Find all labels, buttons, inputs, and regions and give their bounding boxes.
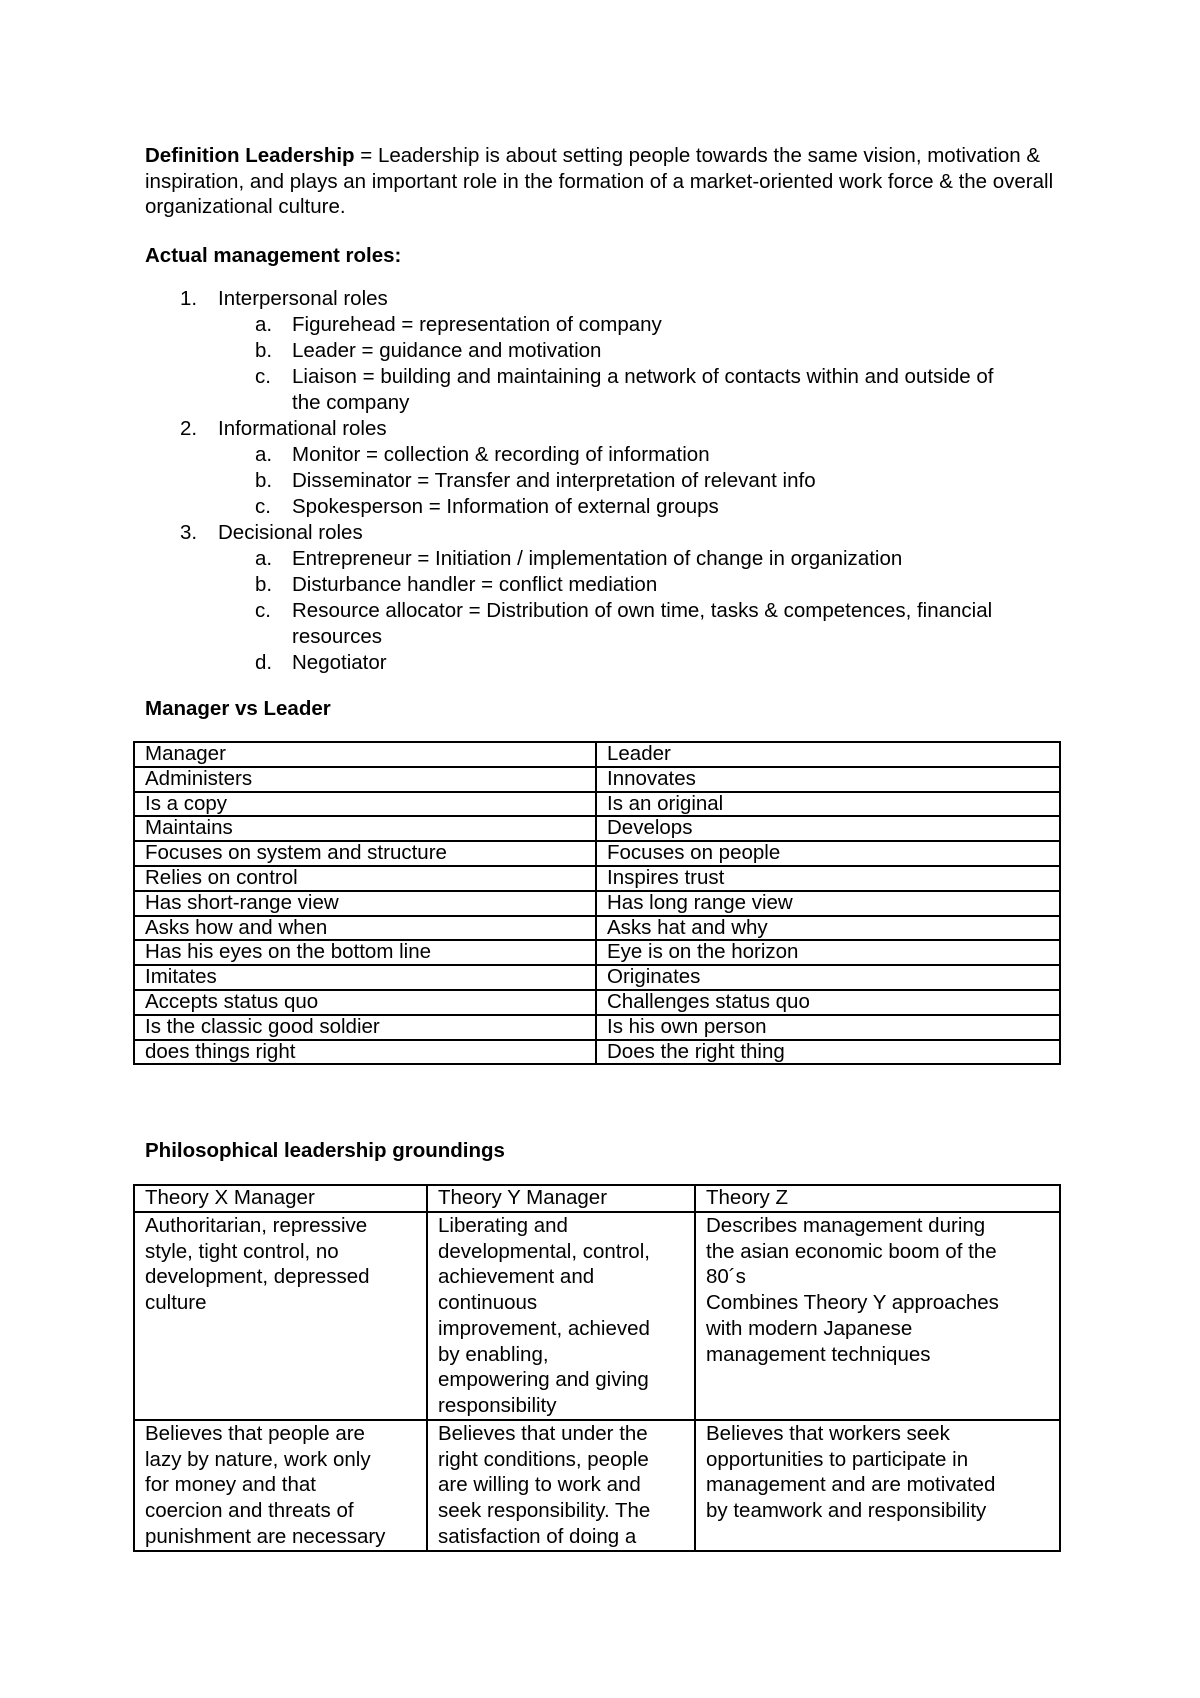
theory-cell: Describes management during the asian economic boom of the 80´s Combines Theory Y approaches with modern Japanese management techniques [695, 1212, 1060, 1420]
list-item: Interpersonal roles [218, 287, 388, 310]
list-letter: a. [255, 443, 273, 466]
list-subitem: Liaison = building and maintaining a network of contacts within and outside of [292, 365, 994, 388]
list-letter: b. [255, 339, 273, 362]
leader-cell: Eye is on the horizon [596, 940, 1060, 965]
list-letter: c. [255, 495, 271, 518]
manager-cell: Has his eyes on the bottom line [134, 940, 596, 965]
manager-cell: Has short-range view [134, 891, 596, 916]
leader-cell: Innovates [596, 767, 1060, 792]
leader-cell: Is an original [596, 792, 1060, 817]
list-item: Informational roles [218, 417, 387, 440]
leader-cell: Focuses on people [596, 841, 1060, 866]
table-row [134, 1212, 1060, 1420]
list-letter: b. [255, 573, 273, 596]
theory-cell: Liberating and developmental, control, achievement and continuous improvement, achieved by enabling, empowering and giving responsibility [427, 1212, 695, 1420]
manager-leader-heading: Manager vs Leader [145, 697, 331, 720]
list-subitem: Entrepreneur = Initiation / implementation of change in organization [292, 547, 903, 570]
manager-cell: does things right [134, 1040, 596, 1065]
theory-cell: Believes that under the right conditions, people are willing to work and seek responsibility. The satisfaction of doing a [427, 1420, 695, 1551]
table-row [134, 792, 1060, 817]
table-row [134, 1040, 1060, 1065]
manager-cell: Maintains [134, 816, 596, 841]
theory-cell: Believes that people are lazy by nature, work only for money and that coercion and threats of punishment are necessary [134, 1420, 427, 1551]
manager-cell: Asks how and when [134, 916, 596, 941]
philosophy-heading: Philosophical leadership groundings [145, 1139, 505, 1162]
table-row [134, 965, 1060, 990]
theory-cell: Authoritarian, repressive style, tight control, no development, depressed culture [134, 1212, 427, 1420]
manager-leader-header-row [134, 742, 1060, 767]
table-row [134, 1015, 1060, 1040]
theory-cell: Believes that workers seek opportunities to participate in management and are motivated by teamwork and responsibility [695, 1420, 1060, 1551]
table-row [134, 866, 1060, 891]
leader-cell: Inspires trust [596, 866, 1060, 891]
theory-table [133, 1184, 1061, 1552]
table-row [134, 990, 1060, 1015]
table-row [134, 916, 1060, 941]
definition-term: Definition Leadership [145, 144, 355, 167]
list-subitem: Disturbance handler = conflict mediation [292, 573, 658, 596]
table-row [134, 891, 1060, 916]
list-number: 1. [180, 287, 198, 310]
manager-cell: Is the classic good soldier [134, 1015, 596, 1040]
table-row [134, 841, 1060, 866]
leader-cell: Develops [596, 816, 1060, 841]
roles-heading: Actual management roles: [145, 244, 402, 267]
list-letter: c. [255, 365, 271, 388]
leader-cell: Has long range view [596, 891, 1060, 916]
table-row [134, 1420, 1060, 1551]
manager-cell: Imitates [134, 965, 596, 990]
leader-cell: Challenges status quo [596, 990, 1060, 1015]
leader-cell: Originates [596, 965, 1060, 990]
manager-cell: Focuses on system and structure [134, 841, 596, 866]
list-subitem: Figurehead = representation of company [292, 313, 662, 336]
theory-header-row [134, 1185, 1060, 1212]
list-letter: d. [255, 651, 273, 674]
list-subitem-cont: the company [292, 391, 410, 414]
list-number: 3. [180, 521, 198, 544]
table-row [134, 940, 1060, 965]
list-subitem: Resource allocator = Distribution of own time, tasks & competences, financial [292, 599, 993, 622]
list-letter: a. [255, 313, 273, 336]
manager-leader-table [133, 741, 1061, 1065]
manager-cell: Is a copy [134, 792, 596, 817]
manager-cell: Administers [134, 767, 596, 792]
manager-cell: Accepts status quo [134, 990, 596, 1015]
leader-cell: Leader [596, 742, 1060, 767]
definition-text: = Leadership is about setting people towards the same vision, motivation & inspiration, and plays an important role in the formation of a market-oriented work force & the overall organizational culture. [145, 144, 1054, 219]
theory-header-cell: Theory Z [695, 1185, 1060, 1212]
leader-cell: Does the right thing [596, 1040, 1060, 1065]
list-subitem: Spokesperson = Information of external groups [292, 495, 719, 518]
manager-cell: Manager [134, 742, 596, 767]
list-letter: c. [255, 599, 271, 622]
list-subitem: Disseminator = Transfer and interpretation of relevant info [292, 469, 816, 492]
leader-cell: Asks hat and why [596, 916, 1060, 941]
list-item: Decisional roles [218, 521, 363, 544]
list-number: 2. [180, 417, 198, 440]
table-row [134, 767, 1060, 792]
list-letter: a. [255, 547, 273, 570]
list-subitem: Leader = guidance and motivation [292, 339, 602, 362]
list-subitem: Negotiator [292, 651, 387, 674]
list-subitem-cont: resources [292, 625, 383, 648]
table-row [134, 816, 1060, 841]
theory-header-cell: Theory X Manager [134, 1185, 427, 1212]
definition-paragraph [145, 143, 1075, 220]
manager-cell: Relies on control [134, 866, 596, 891]
list-letter: b. [255, 469, 273, 492]
leader-cell: Is his own person [596, 1015, 1060, 1040]
theory-header-cell: Theory Y Manager [427, 1185, 695, 1212]
list-subitem: Monitor = collection & recording of information [292, 443, 710, 466]
